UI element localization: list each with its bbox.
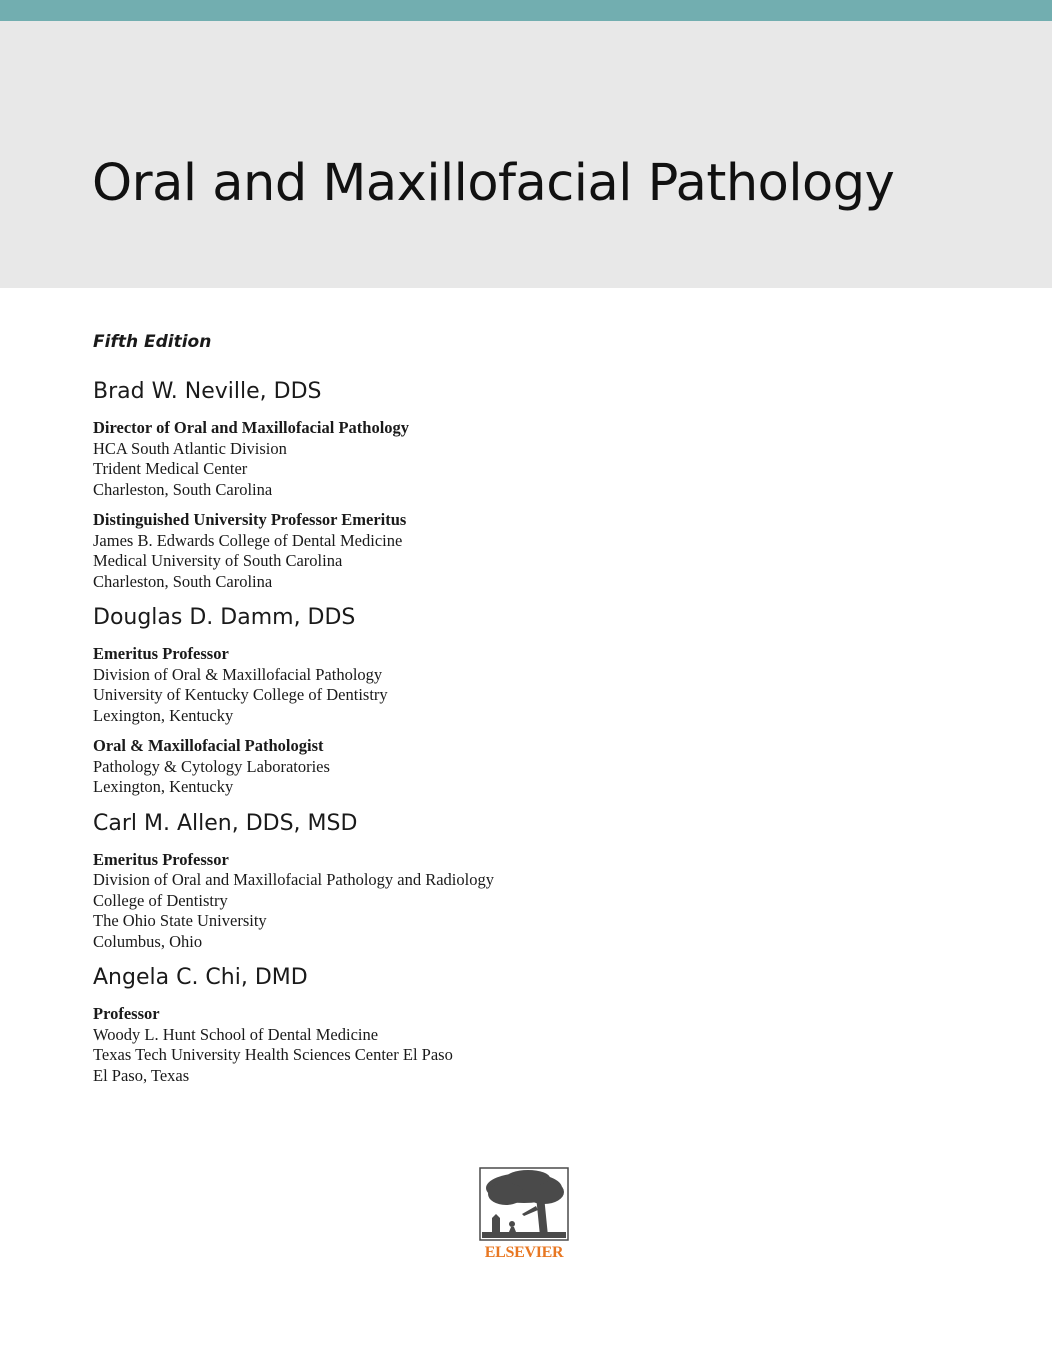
top-accent-bar [0, 0, 1052, 21]
affiliation-line: Columbus, Ohio [93, 931, 203, 951]
affiliation [93, 1004, 693, 1086]
affiliation-line: Texas Tech University Health Sciences Center El Paso [93, 1045, 453, 1064]
author-name: Brad W. Neville, DDS [93, 379, 322, 404]
author-block [93, 808, 693, 953]
elsevier-tree-logo-icon [478, 1166, 570, 1242]
affiliation-line: Charleston, South Carolina [93, 571, 273, 591]
affiliation-line: Lexington, Kentucky [93, 777, 234, 796]
affiliation-line: El Paso, Texas [93, 1065, 190, 1085]
affiliation-line: The Ohio State University [93, 911, 267, 930]
affiliation-line: Division of Oral & Maxillofacial Pathology [93, 664, 383, 684]
affiliation [93, 644, 693, 726]
affiliation-line: HCA South Atlantic Division [93, 438, 287, 458]
affiliation-role: Professor [93, 1004, 160, 1023]
affiliation-role: Director of Oral and Maxillofacial Pathology [93, 418, 410, 437]
author-block [93, 376, 693, 592]
affiliation-line: Charleston, South Carolina [93, 479, 273, 499]
author-block [93, 962, 693, 1086]
affiliation-role: Emeritus Professor [93, 644, 229, 663]
affiliation-line: University of Kentucky College of Dentistry [93, 685, 388, 704]
affiliation-role: Oral & Maxillofacial Pathologist [93, 736, 324, 755]
affiliation [93, 418, 693, 500]
affiliation-line: Pathology & Cytology Laboratories [93, 756, 330, 776]
author-block [93, 602, 693, 798]
affiliation-role: Emeritus Professor [93, 849, 229, 869]
affiliation-line: College of Dentistry [93, 890, 228, 910]
author-name: Angela C. Chi, DMD [93, 965, 308, 990]
book-title: Oral and Maxillofacial Pathology [92, 154, 895, 213]
author-name: Carl M. Allen, DDS, MSD [93, 810, 358, 836]
affiliation-line: Medical University of South Carolina [93, 551, 343, 570]
author-name: Douglas D. Damm, DDS [93, 605, 356, 630]
affiliation-line: Division of Oral and Maxillofacial Pathology and Radiology [93, 870, 494, 889]
affiliation-line: Lexington, Kentucky [93, 705, 234, 725]
affiliation-role: Distinguished University Professor Emeritus [93, 510, 407, 529]
affiliation [93, 850, 693, 953]
affiliation-line: Woody L. Hunt School of Dental Medicine [93, 1024, 379, 1044]
affiliation [93, 736, 693, 798]
publisher-logo [478, 1166, 570, 1262]
edition-label: Fifth Edition [93, 332, 212, 352]
affiliation [93, 510, 693, 592]
author-list [93, 376, 693, 1096]
publisher-name: ELSEVIER [484, 1244, 564, 1261]
affiliation-line: Trident Medical Center [93, 459, 248, 478]
affiliation-line: James B. Edwards College of Dental Medicine [93, 530, 403, 550]
